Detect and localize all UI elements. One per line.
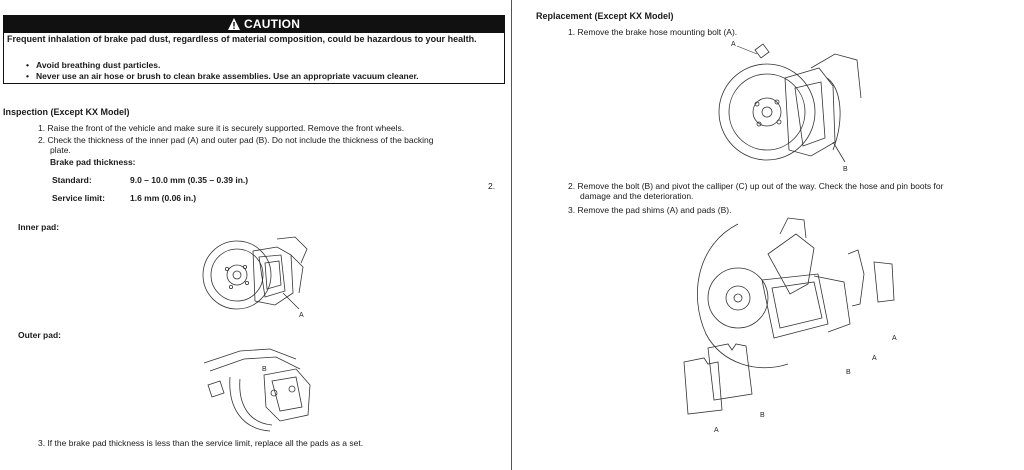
inspection-heading: Inspection (Except KX Model) — [3, 107, 130, 117]
caution-box — [3, 15, 505, 84]
pad-figure-callout-b1: B — [846, 369, 851, 376]
service-limit-label: Service limit: — [52, 193, 105, 203]
inspection-step-2-line-1: 2. Check the thickness of the inner pad (A) and outer pad (B). Do not include the thickness of the backing — [38, 135, 434, 145]
pad-figure-callout-a1: A — [892, 335, 897, 342]
caution-bullet-list — [36, 60, 419, 82]
standard-value: 9.0 – 10.0 mm (0.35 – 0.39 in.) — [130, 175, 249, 185]
pad-figure-callout-a2: A — [872, 355, 877, 362]
replacement-step-2-line-1: 2. Remove the bolt (B) and pivot the calliper (C) up out of the way. Check the hose and pin boots for — [568, 181, 944, 191]
caution-bullet: • Never use an air hose or brush to clean brake assemblies. Use an appropriate vacuum cleaner. — [36, 71, 419, 82]
outer-pad-label: Outer pad: — [18, 330, 61, 340]
caution-text: Frequent inhalation of brake pad dust, regardless of material composition, could be hazardous to your health. — [7, 34, 477, 44]
pad-figure-callout-a3: A — [714, 427, 719, 434]
inner-pad-callout: A — [299, 312, 304, 319]
hose-bolt-callout-a: A — [731, 41, 736, 48]
replacement-step-3: 3. Remove the pad shims (A) and pads (B). — [568, 205, 732, 215]
thickness-label: Brake pad thickness: — [50, 157, 136, 167]
replacement-heading: Replacement (Except KX Model) — [536, 11, 674, 21]
column-divider — [511, 0, 512, 470]
stray-step-number: 2. — [488, 181, 496, 191]
hose-bolt-figure — [715, 38, 865, 173]
outer-pad-callout: B — [262, 366, 267, 373]
service-limit-value: 1.6 mm (0.06 in.) — [130, 193, 197, 203]
pad-removal-figure — [678, 214, 903, 436]
inspection-step-2-line-2: plate. — [50, 145, 71, 155]
replacement-step-1: 1. Remove the brake hose mounting bolt (A). — [568, 27, 738, 37]
inspection-step-1: 1. Raise the front of the vehicle and make sure it is securely supported. Remove the front wheels. — [38, 123, 405, 133]
warning-icon — [227, 17, 241, 31]
standard-label: Standard: — [52, 175, 92, 185]
caution-header-bar — [4, 16, 504, 33]
inner-pad-label: Inner pad: — [18, 222, 60, 232]
pad-figure-callout-b2: B — [760, 412, 765, 419]
caution-bullet: • Avoid breathing dust particles. — [36, 60, 419, 71]
inspection-step-3: 3. If the brake pad thickness is less than the service limit, replace all the pads as a set. — [38, 438, 364, 448]
replacement-step-2-line-2: damage and the deterioration. — [580, 191, 694, 201]
caution-title: CAUTION — [244, 17, 301, 31]
hose-bolt-callout-b: B — [843, 166, 848, 173]
inner-pad-figure — [195, 233, 315, 323]
outer-pad-figure — [200, 345, 320, 433]
